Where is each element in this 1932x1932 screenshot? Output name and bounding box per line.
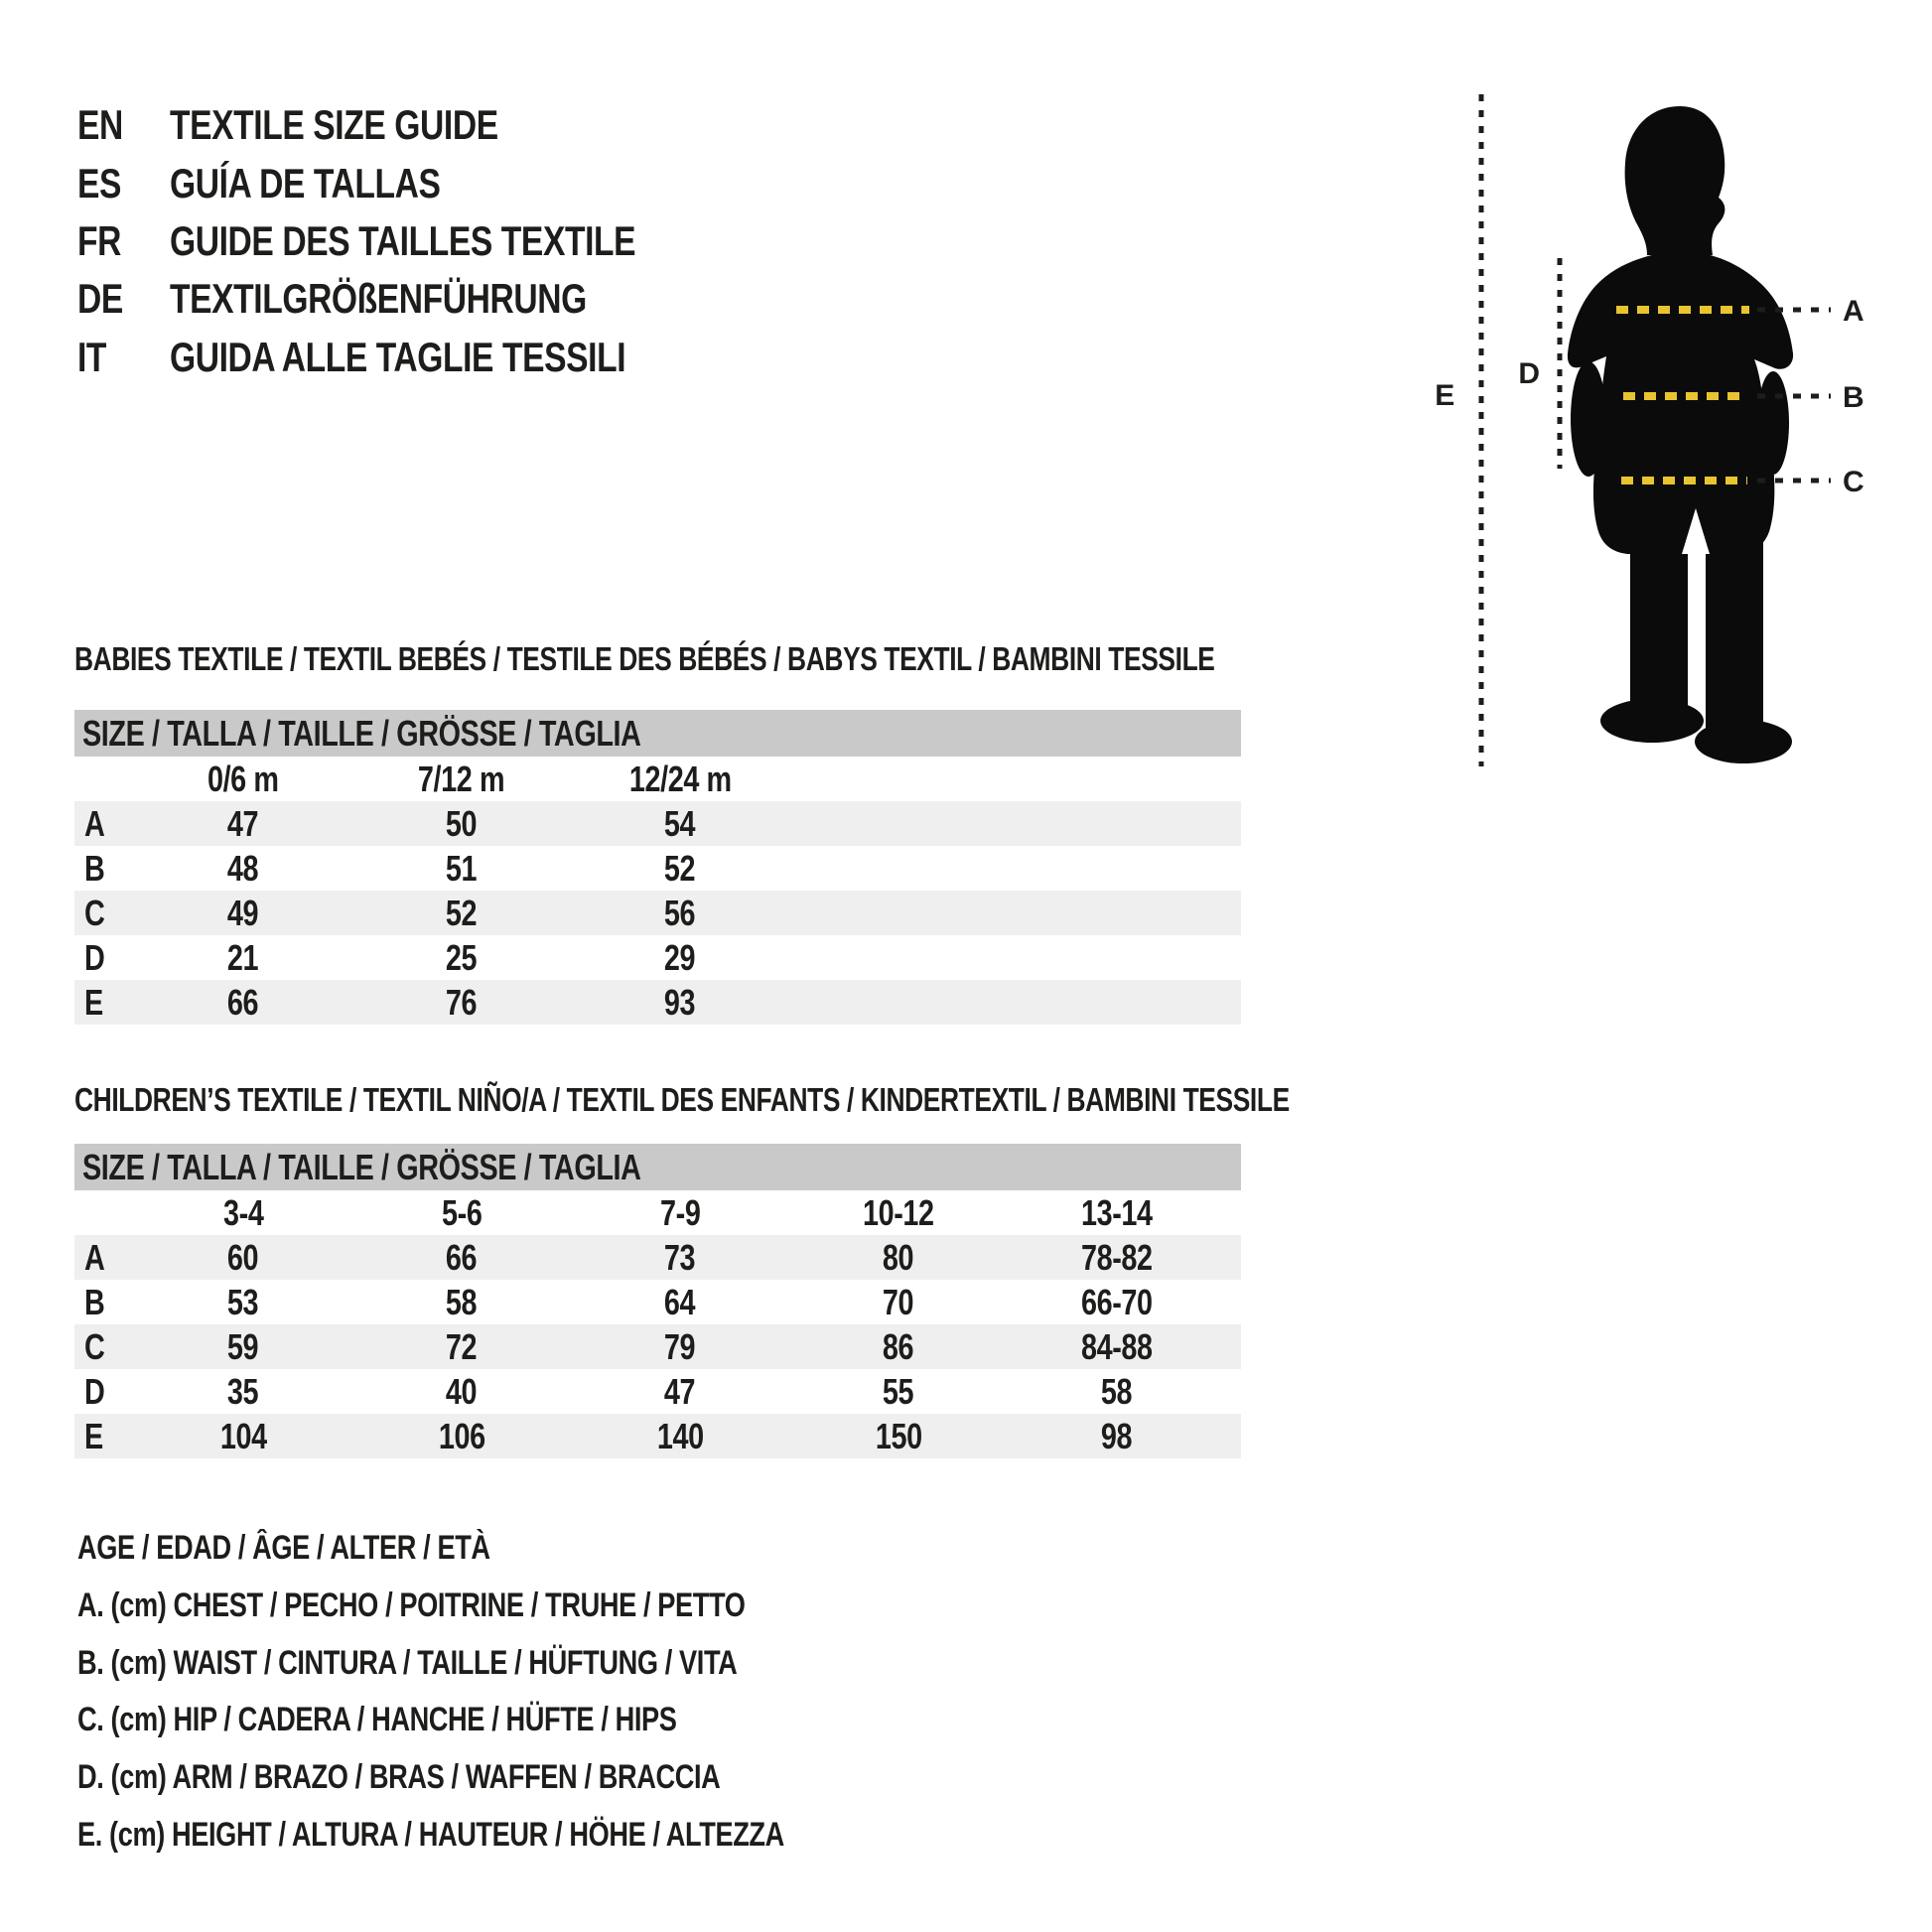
size-value: 35 — [227, 1370, 259, 1412]
silhouette-right-shoe — [1695, 720, 1792, 763]
babies-size-header-bar — [74, 710, 1241, 757]
column-header: 5-6 — [441, 1191, 483, 1233]
size-value: 40 — [446, 1370, 478, 1412]
table-row — [74, 1414, 1241, 1458]
size-value: 58 — [1101, 1370, 1133, 1412]
size-value: 51 — [446, 847, 478, 889]
column-header: 13-14 — [1081, 1191, 1153, 1233]
language-title-list — [77, 96, 752, 386]
height-label-E: E — [1435, 379, 1454, 412]
children-column-header-row — [74, 1190, 1241, 1235]
language-title: TEXTILE SIZE GUIDE — [170, 101, 498, 149]
size-value: 29 — [664, 936, 696, 978]
size-value: 60 — [227, 1236, 259, 1278]
column-header: 7-9 — [659, 1191, 701, 1233]
language-title: GUIDE DES TAILLES TEXTILE — [170, 216, 636, 264]
hip-label-C: C — [1843, 466, 1864, 498]
legend-line: A. (cm) CHEST / PECHO / POITRINE / TRUHE / PETTO — [77, 1587, 746, 1625]
table-row — [74, 1280, 1241, 1324]
row-label: C — [84, 1325, 105, 1367]
size-value: 58 — [446, 1281, 478, 1322]
waist-label-B: B — [1843, 381, 1864, 414]
size-value: 52 — [446, 892, 478, 933]
column-header: 3-4 — [222, 1191, 264, 1233]
row-label: E — [84, 1415, 103, 1456]
size-value: 140 — [656, 1415, 704, 1456]
size-value: 93 — [664, 981, 696, 1023]
table-row — [74, 980, 1241, 1025]
silhouette-left-shoe — [1600, 699, 1704, 743]
size-value: 56 — [664, 892, 696, 933]
size-value: 53 — [227, 1281, 259, 1322]
babies-section-title-text: BABIES TEXTILE / TEXTIL BEBÉS / TESTILE DES BÉBÉS / BABYS TEXTIL / BAMBINI TESSILE — [74, 640, 1215, 677]
language-row — [77, 154, 752, 211]
language-code: IT — [77, 333, 107, 380]
language-title: GUÍA DE TALLAS — [170, 159, 441, 207]
language-code: FR — [77, 216, 121, 264]
row-label: A — [84, 1236, 105, 1278]
babies-size-header-label: SIZE / TALLA / TAILLE / GRÖSSE / TAGLIA — [82, 712, 641, 754]
arm-label-D: D — [1518, 357, 1540, 390]
corner-cell — [74, 1190, 134, 1235]
size-value: 150 — [875, 1415, 922, 1456]
language-code: DE — [77, 275, 123, 323]
size-value: 73 — [664, 1236, 696, 1278]
table-row — [74, 1369, 1241, 1414]
table-row — [74, 846, 1241, 891]
language-code: ES — [77, 159, 122, 207]
babies-table-body — [74, 801, 1241, 1025]
size-value: 55 — [883, 1370, 914, 1412]
size-value: 106 — [438, 1415, 485, 1456]
measurement-legend — [77, 1520, 961, 1863]
table-row — [74, 935, 1241, 980]
language-row — [77, 329, 752, 386]
table-row — [74, 1324, 1241, 1369]
children-table-body — [74, 1235, 1241, 1458]
size-value: 66-70 — [1081, 1281, 1153, 1322]
row-label: B — [84, 847, 105, 889]
children-size-header-label: SIZE / TALLA / TAILLE / GRÖSSE / TAGLIA — [82, 1146, 641, 1187]
silhouette-head — [1625, 106, 1725, 255]
size-value: 47 — [664, 1370, 696, 1412]
legend-line: E. (cm) HEIGHT / ALTURA / HAUTEUR / HÖHE / ALTEZZA — [77, 1815, 784, 1854]
silhouette-right-leg — [1706, 536, 1763, 735]
children-size-table — [74, 1144, 1241, 1458]
size-value: 64 — [664, 1281, 696, 1322]
size-value: 54 — [664, 802, 696, 844]
size-value: 79 — [664, 1325, 696, 1367]
babies-size-table — [74, 710, 1241, 1025]
children-size-header-bar — [74, 1144, 1241, 1190]
chest-label-A: A — [1843, 295, 1864, 328]
size-value: 25 — [446, 936, 478, 978]
size-value: 48 — [227, 847, 259, 889]
column-header: 7/12 m — [418, 758, 505, 799]
legend-line: B. (cm) WAIST / CINTURA / TAILLE / HÜFTUNG / VITA — [77, 1643, 738, 1682]
row-label: D — [84, 1370, 105, 1412]
language-row — [77, 212, 752, 270]
language-code: EN — [77, 101, 123, 149]
size-value: 66 — [227, 981, 259, 1023]
size-value: 86 — [883, 1325, 914, 1367]
child-silhouette-illustration — [1568, 106, 1793, 763]
row-label: E — [84, 981, 103, 1023]
babies-column-header-row — [74, 757, 1241, 801]
size-value: 52 — [664, 847, 696, 889]
size-value: 21 — [227, 936, 259, 978]
size-value: 84-88 — [1081, 1325, 1153, 1367]
size-value: 66 — [446, 1236, 478, 1278]
size-value: 98 — [1101, 1415, 1133, 1456]
babies-section-title — [74, 638, 1500, 680]
language-row — [77, 96, 752, 154]
corner-cell — [74, 757, 134, 801]
size-value: 47 — [227, 802, 259, 844]
column-header: 12/24 m — [628, 758, 732, 799]
table-row — [74, 891, 1241, 935]
column-header: 0/6 m — [207, 758, 279, 799]
children-section-title-text: CHILDREN’S TEXTILE / TEXTIL NIÑO/A / TEXTIL DES ENFANTS / KINDERTEXTIL / BAMBINI TESSILE — [74, 1081, 1290, 1118]
size-value: 80 — [883, 1236, 914, 1278]
size-value: 49 — [227, 892, 259, 933]
table-row — [74, 801, 1241, 846]
legend-line: C. (cm) HIP / CADERA / HANCHE / HÜFTE / HIPS — [77, 1701, 677, 1739]
size-value: 50 — [446, 802, 478, 844]
children-section-title — [74, 1079, 1593, 1121]
table-row — [74, 1235, 1241, 1280]
row-label: C — [84, 892, 105, 933]
row-label: B — [84, 1281, 105, 1322]
language-title: GUIDA ALLE TAGLIE TESSILI — [170, 333, 626, 380]
silhouette-left-leg — [1630, 536, 1688, 721]
language-row — [77, 270, 752, 328]
column-header: 10-12 — [863, 1191, 934, 1233]
size-value: 76 — [446, 981, 478, 1023]
legend-line: D. (cm) ARM / BRAZO / BRAS / WAFFEN / BRACCIA — [77, 1758, 721, 1797]
size-value: 78-82 — [1081, 1236, 1153, 1278]
size-value: 104 — [219, 1415, 267, 1456]
size-value: 72 — [446, 1325, 478, 1367]
language-title: TEXTILGRÖßENFÜHRUNG — [170, 275, 587, 323]
row-label: D — [84, 936, 105, 978]
size-value: 70 — [883, 1281, 914, 1322]
legend-line: AGE / EDAD / ÂGE / ALTER / ETÀ — [77, 1529, 490, 1568]
size-value: 59 — [227, 1325, 259, 1367]
row-label: A — [84, 802, 105, 844]
measurement-figure — [1420, 60, 1932, 794]
